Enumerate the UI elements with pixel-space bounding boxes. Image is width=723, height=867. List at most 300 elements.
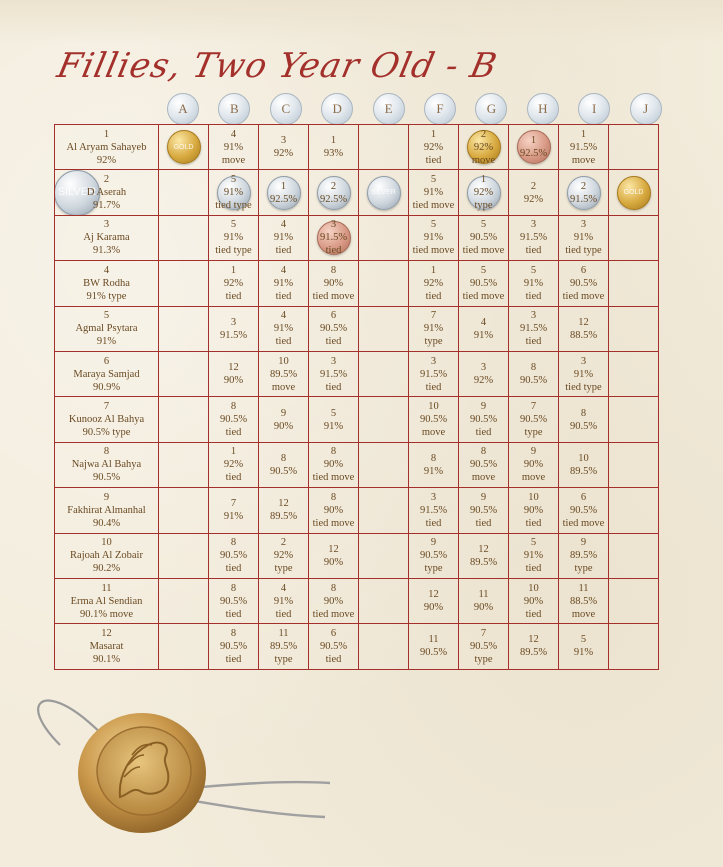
- cell-score: 90.5%: [419, 414, 448, 426]
- cell-note: tied move: [312, 608, 355, 620]
- cell-score: 92%: [273, 148, 294, 160]
- cell-score: 90.5%: [469, 459, 498, 471]
- result-cell-e: [359, 624, 409, 669]
- cell-score: 90%: [523, 504, 544, 516]
- top-edge-shadow: [0, 0, 723, 44]
- cell-score: 92%: [273, 550, 294, 562]
- result-cell-h: [509, 125, 559, 170]
- horse-score: 91.3%: [92, 245, 121, 257]
- cell-score: 90%: [273, 420, 294, 432]
- cell-score: 91%: [423, 232, 444, 244]
- cell-note: tied: [475, 517, 492, 529]
- result-cell-b: [209, 442, 259, 487]
- result-cell-d: [309, 442, 359, 487]
- placing: 10: [278, 355, 289, 367]
- result-cell-c: [259, 351, 309, 396]
- result-cell-g: [459, 170, 509, 215]
- placing: 3: [580, 219, 587, 231]
- result-cell-d: [309, 624, 359, 669]
- result-cell-c: [259, 125, 309, 170]
- placing: 8: [480, 446, 487, 458]
- horse-name: Masarat: [89, 640, 124, 652]
- placing: 9: [480, 401, 487, 413]
- result-cell-b: [209, 397, 259, 442]
- result-cell-b: [209, 488, 259, 533]
- horse-score: 90.2%: [92, 563, 121, 575]
- cell-score: 91.5%: [219, 329, 248, 341]
- result-cell-j: [609, 442, 659, 487]
- cell-score: 91.5%: [569, 141, 598, 153]
- column-header-c: [270, 93, 302, 125]
- cell-note: type: [574, 563, 593, 575]
- cell-note: tied: [425, 154, 442, 166]
- table-row: [55, 488, 659, 533]
- cell-score: 90%: [323, 595, 344, 607]
- result-cell-f: [409, 306, 459, 351]
- result-cell-j: [609, 533, 659, 578]
- horse-rank: 4: [103, 264, 110, 276]
- placing: 3: [330, 219, 337, 231]
- cell-note: tied: [325, 381, 342, 393]
- result-cell-h: [509, 351, 559, 396]
- cell-score: 91%: [273, 323, 294, 335]
- result-cell-h: [509, 624, 559, 669]
- placing: 3: [480, 362, 487, 374]
- placing: 2: [530, 180, 537, 192]
- horse-score: 91.7%: [92, 200, 121, 212]
- placing: 8: [430, 452, 437, 464]
- horse-score: 90.1%: [92, 653, 121, 665]
- column-header-badge: J: [630, 93, 662, 125]
- cell-note: tied move: [462, 245, 505, 257]
- placing: 1: [480, 174, 487, 186]
- cell-score: 92%: [223, 459, 244, 471]
- result-cell-i: [559, 397, 609, 442]
- placing: 8: [330, 491, 337, 503]
- placing: 1: [230, 264, 237, 276]
- placing: 2: [330, 180, 337, 192]
- cell-score: 91.5%: [419, 504, 448, 516]
- cell-note: type: [274, 653, 293, 665]
- horse-cell: [55, 306, 159, 351]
- cell-score: 92%: [423, 141, 444, 153]
- cell-score: 89.5%: [269, 511, 298, 523]
- result-cell-d: [309, 533, 359, 578]
- result-cell-b: [209, 215, 259, 260]
- result-cell-b: [209, 306, 259, 351]
- placing: 2: [280, 537, 287, 549]
- placing: 10: [578, 452, 589, 464]
- result-cell-a: [159, 351, 209, 396]
- result-cell-f: [409, 533, 459, 578]
- cell-score: 90%: [423, 602, 444, 614]
- gold-medal-icon: GOLD: [167, 130, 201, 164]
- cell-score: 90.5%: [219, 595, 248, 607]
- cell-score: 90.5%: [419, 550, 448, 562]
- cell-score: 90.5%: [519, 414, 548, 426]
- column-header-badge: G: [475, 93, 507, 125]
- placing: 8: [330, 264, 337, 276]
- cell-note: tied: [225, 472, 242, 484]
- cell-note: tied move: [412, 245, 455, 257]
- table-row: [55, 215, 659, 260]
- horse-rank: 7: [103, 401, 110, 413]
- horse-name: Al Aryam Sahayeb: [66, 141, 147, 153]
- cell-note: tied: [275, 290, 292, 302]
- result-cell-g: [459, 442, 509, 487]
- table-row: [55, 578, 659, 623]
- horse-rank: 8: [103, 446, 110, 458]
- result-cell-d: [309, 351, 359, 396]
- column-header-d: [321, 93, 353, 125]
- cell-score: 91.5%: [569, 193, 598, 205]
- cell-note: tied: [525, 245, 542, 257]
- wax-seal-horse-image: [20, 685, 340, 845]
- horse-rank: 10: [101, 537, 112, 549]
- result-cell-c: [259, 578, 309, 623]
- result-cell-e: [359, 397, 409, 442]
- cell-note: tied: [275, 608, 292, 620]
- cell-score: 91%: [523, 277, 544, 289]
- cell-note: tied: [525, 290, 542, 302]
- result-cell-j: [609, 351, 659, 396]
- column-header-e: [373, 93, 405, 125]
- result-cell-h: [509, 533, 559, 578]
- placing: 12: [578, 316, 589, 328]
- result-cell-i: [559, 215, 609, 260]
- result-cell-a: [159, 624, 209, 669]
- result-cell-f: [409, 578, 459, 623]
- cell-score: 89.5%: [569, 550, 598, 562]
- result-cell-g: [459, 578, 509, 623]
- table-row: [55, 397, 659, 442]
- result-cell-e: [359, 488, 409, 533]
- cell-note: tied: [225, 653, 242, 665]
- placing: 11: [278, 627, 289, 639]
- placing: 3: [280, 135, 287, 147]
- cell-note: tied type: [215, 245, 252, 257]
- placing: 1: [430, 128, 437, 140]
- result-cell-e: [359, 125, 409, 170]
- placing: 1: [430, 264, 437, 276]
- placing: 5: [530, 264, 537, 276]
- cell-note: tied: [325, 245, 342, 257]
- cell-score: 90.5%: [469, 277, 498, 289]
- cell-score: 90.5%: [469, 640, 498, 652]
- result-cell-i: [559, 488, 609, 533]
- column-header-badge: E: [373, 93, 405, 125]
- column-header-a: [167, 93, 199, 125]
- placing: 8: [280, 452, 287, 464]
- result-cell-e: [359, 306, 409, 351]
- placing: 5: [430, 174, 437, 186]
- cell-score: 89.5%: [469, 556, 498, 568]
- placing: 5: [230, 174, 237, 186]
- horse-rank: 9: [103, 491, 110, 503]
- horse-score: 90.5% type: [82, 427, 131, 439]
- horse-score: 90.5%: [92, 472, 121, 484]
- cell-score: 92%: [523, 193, 544, 205]
- result-cell-j: [609, 306, 659, 351]
- result-cell-b: [209, 170, 259, 215]
- placing: 5: [580, 634, 587, 646]
- result-cell-b: [209, 125, 259, 170]
- placing: 7: [480, 627, 487, 639]
- placing: 8: [530, 362, 537, 374]
- placing: 8: [330, 582, 337, 594]
- cell-score: 90.5%: [469, 414, 498, 426]
- cell-note: tied: [425, 517, 442, 529]
- result-cell-c: [259, 397, 309, 442]
- result-cell-c: [259, 215, 309, 260]
- cell-score: 90.5%: [569, 277, 598, 289]
- placing: 4: [230, 128, 237, 140]
- cell-score: 90.5%: [319, 323, 348, 335]
- cell-note: tied move: [562, 517, 605, 529]
- horse-cell: [55, 442, 159, 487]
- placing: 9: [280, 407, 287, 419]
- cell-score: 91%: [423, 187, 444, 199]
- result-cell-e: [359, 351, 409, 396]
- result-cell-a: [159, 170, 209, 215]
- cell-score: 91%: [423, 323, 444, 335]
- cell-score: 90.5%: [469, 504, 498, 516]
- cell-note: tied: [525, 608, 542, 620]
- horse-score: 90.4%: [92, 517, 121, 529]
- result-cell-d: [309, 578, 359, 623]
- cell-note: type: [274, 563, 293, 575]
- cell-score: 91%: [273, 595, 294, 607]
- cell-note: tied: [225, 608, 242, 620]
- result-cell-j: [609, 397, 659, 442]
- placing: 8: [230, 582, 237, 594]
- cell-note: move: [471, 472, 496, 484]
- result-cell-j: [609, 170, 659, 215]
- result-cell-d: [309, 261, 359, 306]
- placing: 3: [330, 355, 337, 367]
- cell-note: move: [221, 154, 246, 166]
- cell-score: 92%: [473, 375, 494, 387]
- result-cell-g: [459, 533, 509, 578]
- result-cell-h: [509, 397, 559, 442]
- cell-note: tied move: [312, 290, 355, 302]
- cell-score: 91%: [573, 368, 594, 380]
- result-cell-a: [159, 306, 209, 351]
- column-header-badge: B: [218, 93, 250, 125]
- cell-note: type: [524, 427, 543, 439]
- cell-score: 91%: [223, 141, 244, 153]
- result-cell-c: [259, 488, 309, 533]
- cell-score: 89.5%: [569, 465, 598, 477]
- placing: 7: [430, 310, 437, 322]
- result-cell-g: [459, 261, 509, 306]
- result-cell-g: [459, 351, 509, 396]
- result-cell-j: [609, 624, 659, 669]
- result-cell-h: [509, 306, 559, 351]
- placing: 3: [230, 316, 237, 328]
- cell-score: 90%: [223, 375, 244, 387]
- table-row: [55, 351, 659, 396]
- cell-score: 90.5%: [219, 640, 248, 652]
- horse-rank: 1: [103, 128, 110, 140]
- placing: 12: [278, 498, 289, 510]
- column-header-i: [578, 93, 610, 125]
- table-row: [55, 624, 659, 669]
- result-cell-i: [559, 624, 609, 669]
- cell-note: tied: [525, 563, 542, 575]
- result-cell-i: [559, 261, 609, 306]
- cell-score: 91%: [273, 232, 294, 244]
- result-cell-f: [409, 397, 459, 442]
- placing: 1: [530, 135, 537, 147]
- cell-score: 91%: [573, 647, 594, 659]
- placing: 12: [478, 543, 489, 555]
- cell-score: 90%: [523, 459, 544, 471]
- cell-note: tied: [525, 336, 542, 348]
- cell-score: 90.5%: [219, 414, 248, 426]
- placing: 12: [228, 362, 239, 374]
- cell-note: type: [424, 336, 443, 348]
- placing: 6: [330, 627, 337, 639]
- placing: 11: [478, 589, 489, 601]
- result-cell-c: [259, 261, 309, 306]
- result-cell-e: [359, 261, 409, 306]
- horse-score: 90.1% move: [79, 608, 134, 620]
- cell-score: 90.5%: [569, 504, 598, 516]
- result-cell-e: [359, 215, 409, 260]
- horse-cell: [55, 488, 159, 533]
- cell-note: type: [474, 200, 493, 212]
- column-header-h: [527, 93, 559, 125]
- cell-score: 90%: [523, 595, 544, 607]
- cell-score: 91%: [523, 550, 544, 562]
- cell-note: tied: [225, 290, 242, 302]
- horse-cell: [55, 397, 159, 442]
- horse-name: Maraya Samjad: [73, 368, 140, 380]
- horse-score: 91%: [96, 336, 117, 348]
- cell-note: move: [271, 381, 296, 393]
- cell-note: tied: [225, 563, 242, 575]
- result-cell-i: [559, 442, 609, 487]
- column-header-badge: C: [270, 93, 302, 125]
- result-cell-i: [559, 351, 609, 396]
- result-cell-d: [309, 125, 359, 170]
- cell-score: 91%: [323, 420, 344, 432]
- cell-note: tied type: [215, 200, 252, 212]
- result-cell-f: [409, 261, 459, 306]
- result-cell-g: [459, 624, 509, 669]
- results-table: [54, 124, 659, 670]
- horse-name: Rajoah Al Zobair: [70, 550, 143, 562]
- placing: 8: [230, 401, 237, 413]
- cell-score: 92%: [223, 277, 244, 289]
- column-header-f: [424, 93, 456, 125]
- result-cell-d: [309, 397, 359, 442]
- cell-note: tied: [475, 427, 492, 439]
- result-cell-j: [609, 125, 659, 170]
- cell-score: 92.5%: [269, 193, 298, 205]
- placing: 5: [430, 219, 437, 231]
- result-cell-b: [209, 261, 259, 306]
- result-cell-f: [409, 442, 459, 487]
- result-cell-g: [459, 488, 509, 533]
- placing: 1: [230, 446, 237, 458]
- cell-note: move: [571, 608, 596, 620]
- placing: 5: [480, 219, 487, 231]
- horse-cell: [55, 624, 159, 669]
- horse-cell: [55, 578, 159, 623]
- placing: 12: [528, 634, 539, 646]
- cell-score: 91.5%: [419, 368, 448, 380]
- cell-score: 91%: [423, 465, 444, 477]
- cell-note: tied: [275, 245, 292, 257]
- result-cell-a: [159, 261, 209, 306]
- cell-score: 92%: [423, 277, 444, 289]
- result-cell-e: [359, 170, 409, 215]
- cell-note: tied move: [312, 472, 355, 484]
- result-cell-d: [309, 170, 359, 215]
- result-cell-c: [259, 624, 309, 669]
- result-cell-j: [609, 261, 659, 306]
- result-cell-d: [309, 215, 359, 260]
- placing: 1: [330, 135, 337, 147]
- placing: 12: [428, 589, 439, 601]
- placing: 5: [230, 219, 237, 231]
- result-cell-g: [459, 125, 509, 170]
- result-cell-f: [409, 351, 459, 396]
- cell-score: 92%: [473, 141, 494, 153]
- horse-name: Erma Al Sendian: [70, 595, 143, 607]
- table-row: [55, 170, 659, 215]
- placing: 3: [530, 310, 537, 322]
- placing: 9: [530, 446, 537, 458]
- horse-name: Najwa Al Bahya: [71, 459, 142, 471]
- column-header-badge: A: [167, 93, 199, 125]
- placing: 9: [430, 537, 437, 549]
- result-cell-a: [159, 125, 209, 170]
- horse-cell: [55, 215, 159, 260]
- column-header-badge: D: [321, 93, 353, 125]
- cell-note: tied type: [565, 381, 602, 393]
- horse-name: BW Rodha: [83, 277, 130, 289]
- cell-score: 90%: [323, 459, 344, 471]
- horse-score: 92%: [96, 154, 117, 166]
- cell-note: tied: [425, 290, 442, 302]
- placing: 10: [528, 582, 539, 594]
- placing: 7: [530, 401, 537, 413]
- horse-rank: 2: [103, 174, 110, 186]
- placing: 4: [280, 582, 287, 594]
- horse-rank: 3: [103, 219, 110, 231]
- result-cell-a: [159, 215, 209, 260]
- cell-score: 91.5%: [519, 232, 548, 244]
- cell-score: 90.5%: [569, 420, 598, 432]
- placing: 4: [480, 316, 487, 328]
- result-cell-h: [509, 215, 559, 260]
- cell-score: 90%: [473, 602, 494, 614]
- result-cell-c: [259, 306, 309, 351]
- placing: 8: [230, 537, 237, 549]
- table-row: [55, 442, 659, 487]
- result-cell-g: [459, 397, 509, 442]
- placing: 11: [428, 634, 439, 646]
- placing: 5: [480, 264, 487, 276]
- horse-cell: [55, 125, 159, 170]
- page-title: Fillies, Two Year Old - B: [53, 46, 501, 86]
- result-cell-f: [409, 624, 459, 669]
- placing: 3: [430, 355, 437, 367]
- cell-score: 92%: [473, 187, 494, 199]
